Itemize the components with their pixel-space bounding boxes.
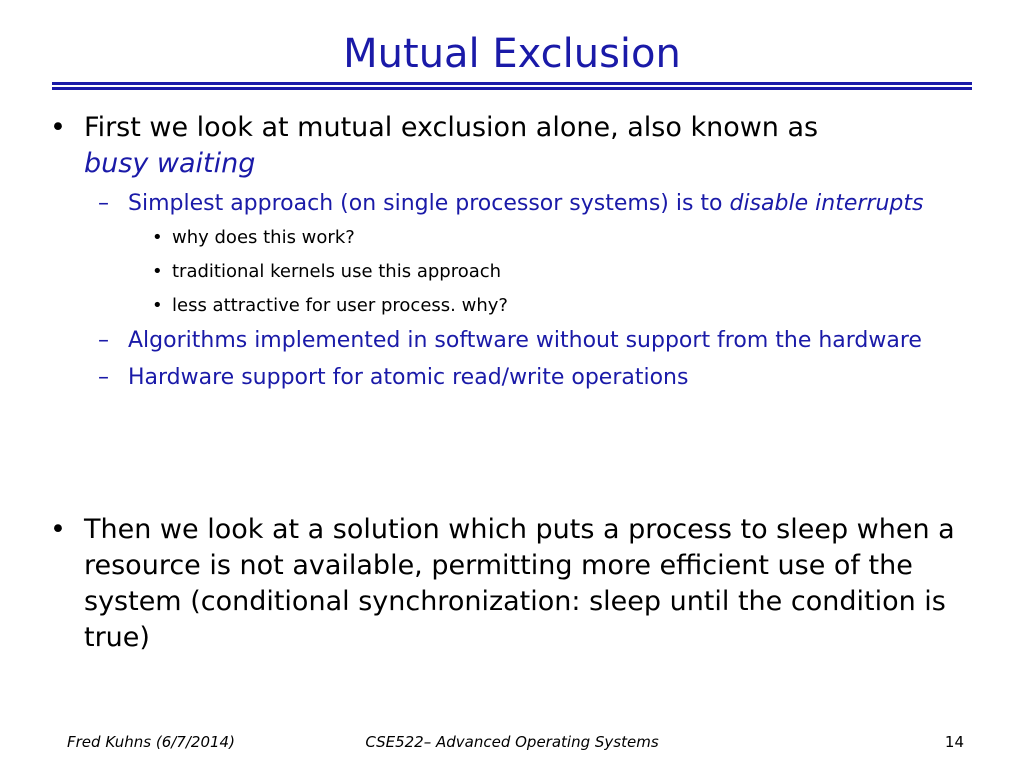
- bullet-marker: •: [50, 112, 66, 143]
- bullet-marker: •: [152, 261, 163, 282]
- sub-bullet-2-text: Algorithms implemented in software without support from the hardware: [128, 328, 922, 353]
- sub-bullet-1-text: Simplest approach (on single processor systems) is to: [128, 191, 730, 216]
- title-rule-top: [52, 82, 972, 85]
- footer-page-number: 14: [944, 733, 964, 751]
- bullet-marker: •: [50, 514, 66, 545]
- sub-bullet-1: [0, 188, 1024, 219]
- title-rule-bottom: [52, 87, 972, 90]
- dash-marker: –: [98, 365, 109, 390]
- bullet-2: [0, 512, 1024, 656]
- bullet-1: [0, 110, 1024, 182]
- bullet-list-2: [0, 512, 1024, 656]
- sub-sub-bullet-2-text: traditional kernels use this approach: [172, 261, 502, 282]
- sub-sub-bullet-3: [0, 293, 1024, 319]
- sub-bullet-2: [0, 325, 1024, 356]
- dash-marker: –: [98, 328, 109, 353]
- sub-sub-bullet-3-text: less attractive for user process. why?: [172, 295, 508, 316]
- sub-bullet-3-text: Hardware support for atomic read/write operations: [128, 365, 689, 390]
- sub-sub-bullet-2: [0, 259, 1024, 285]
- footer-author: Fred Kuhns (6/7/2014): [67, 733, 235, 751]
- dash-marker: –: [98, 191, 109, 216]
- bullet-marker: •: [152, 227, 163, 248]
- sub-bullet-3: [0, 362, 1024, 393]
- sub-sub-bullet-1: [0, 225, 1024, 251]
- slide-title: Mutual Exclusion: [343, 31, 681, 77]
- bullet-marker: •: [152, 295, 163, 316]
- footer-course: CSE522– Advanced Operating Systems: [365, 733, 659, 751]
- bullet-1-emphasis: busy waiting: [84, 148, 256, 179]
- sub-bullet-1-emphasis: disable interrupts: [729, 191, 924, 216]
- bullet-list-1: [0, 110, 1024, 393]
- bullet-2-text: Then we look at a solution which puts a process to sleep when a resource is not available, permitting more efficient use of the system (conditional synchronization: sleep until the condition is true): [84, 514, 955, 653]
- sub-sub-bullet-1-text: why does this work?: [172, 227, 355, 248]
- bullet-1-text: First we look at mutual exclusion alone, also known as: [84, 112, 819, 143]
